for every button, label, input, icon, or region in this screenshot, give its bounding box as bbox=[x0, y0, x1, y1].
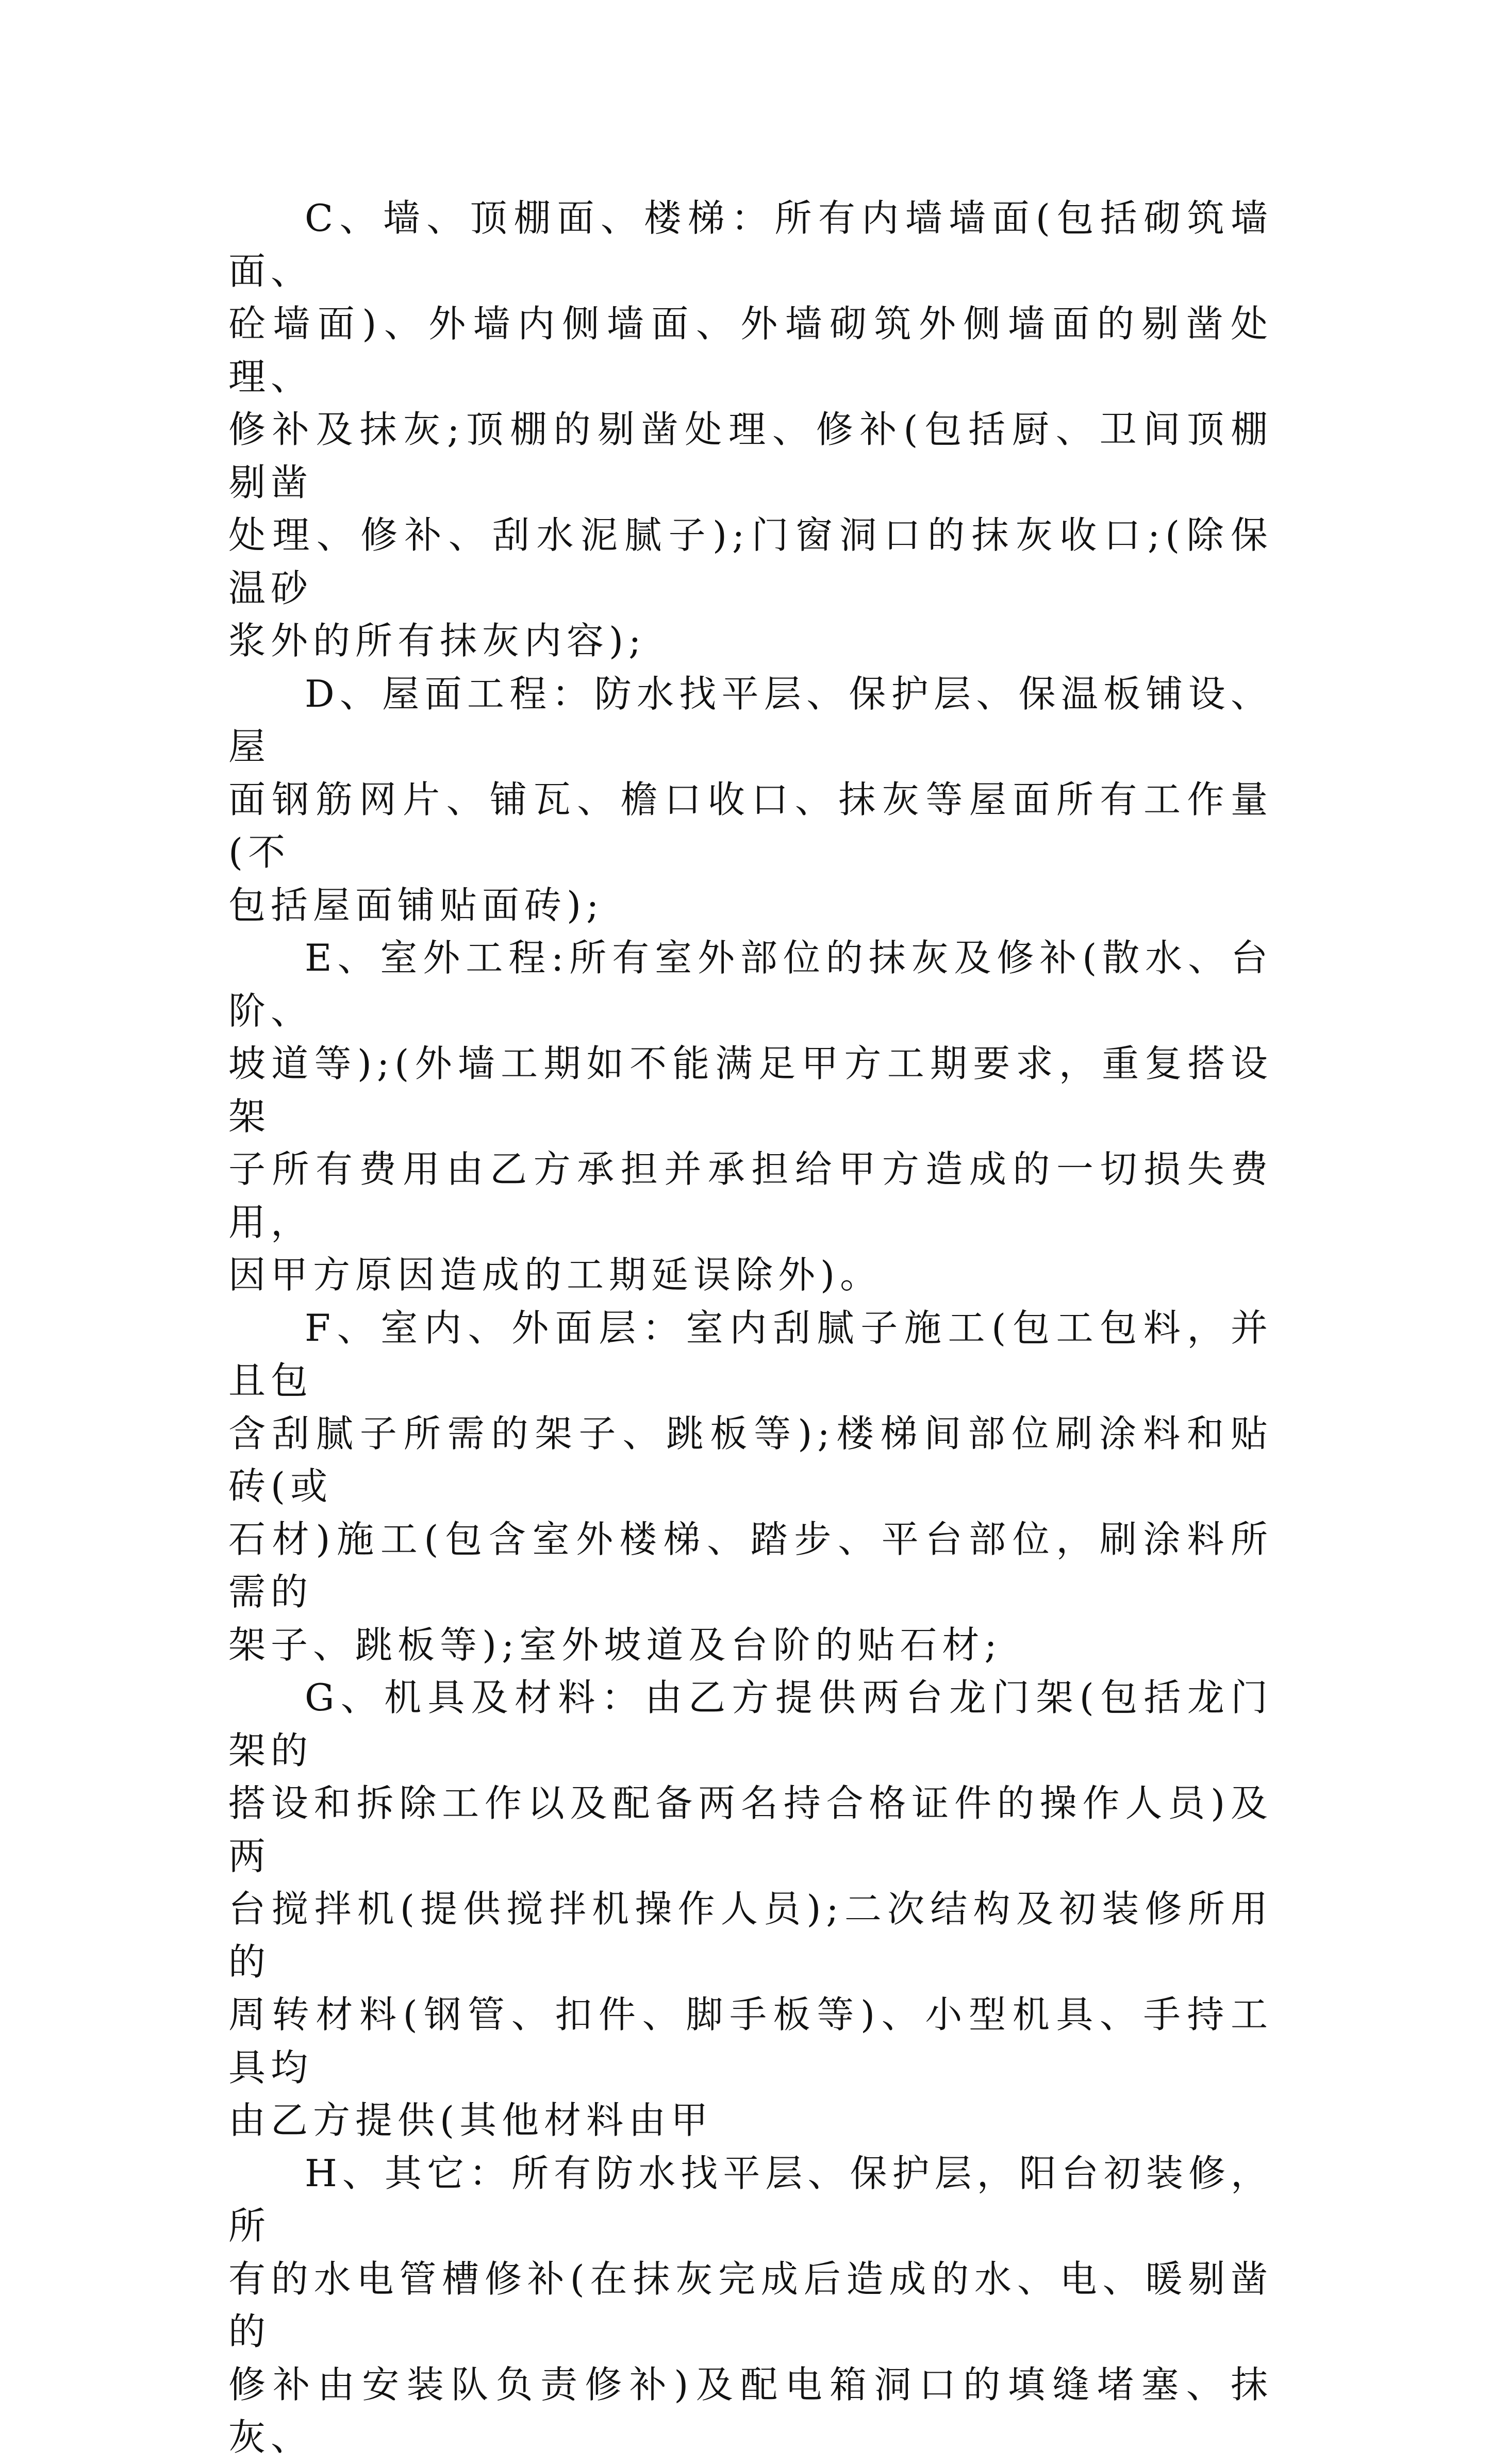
paragraph-c: C、墙、顶棚面、楼梯：所有内墙墙面(包括砌筑墙面、 砼墙面)、外墙内侧墙面、外墙砌筑外侧墙面的剔凿处理、 修补及抹灰;顶棚的剔凿处理、修补(包括厨、卫间顶棚剔凿 处理、修补、刮水泥腻子);门窗洞口的抹灰收口;(除保温砂 浆外的所有抹灰内容); bbox=[228, 196, 1273, 662]
paragraph-h: H、其它：所有防水找平层、保护层，阳台初装修，所 有的水电管槽修补(在抹灰完成后造成的水、电、暖剔凿的 修补由安装队负责修补)及配电箱洞口的填缝堵塞、抹灰、 bbox=[228, 2151, 1273, 2459]
paragraph-f: F、室内、外面层：室内刮腻子施工(包工包料，并且包 含刮腻子所需的架子、跳板等);楼梯间部位刷涂料和贴砖(或 石材)施工(包含室外楼梯、踏步、平台部位，刷涂料所需的 架子、跳板等);室外坡道及台阶的贴石材; bbox=[228, 1306, 1273, 1667]
paragraph-g: G、机具及材料：由乙方提供两台龙门架(包括龙门架的 搭设和拆除工作以及配备两名持合格证件的操作人员)及两 台搅拌机(提供搅拌机操作人员);二次结构及初装修所用的 周转材料(钢管、扣件、脚手板等)、小型机具、手持工具均 由乙方提供(其他材料由甲 bbox=[228, 1676, 1273, 2142]
paragraph-e: E、室外工程:所有室外部位的抹灰及修补(散水、台阶、 坡道等);(外墙工期如不能满足甲方工期要求，重复搭设架 子所有费用由乙方承担并承担给甲方造成的一切损失费用， 因甲方原因造成的工期延误除外)。 bbox=[228, 936, 1273, 1296]
paragraph-d: D、屋面工程：防水找平层、保护层、保温板铺设、屋 面钢筋网片、铺瓦、檐口收口、抹灰等屋面所有工作量(不 包括屋面铺贴面砖); bbox=[228, 672, 1273, 927]
document-body bbox=[228, 192, 1273, 2464]
